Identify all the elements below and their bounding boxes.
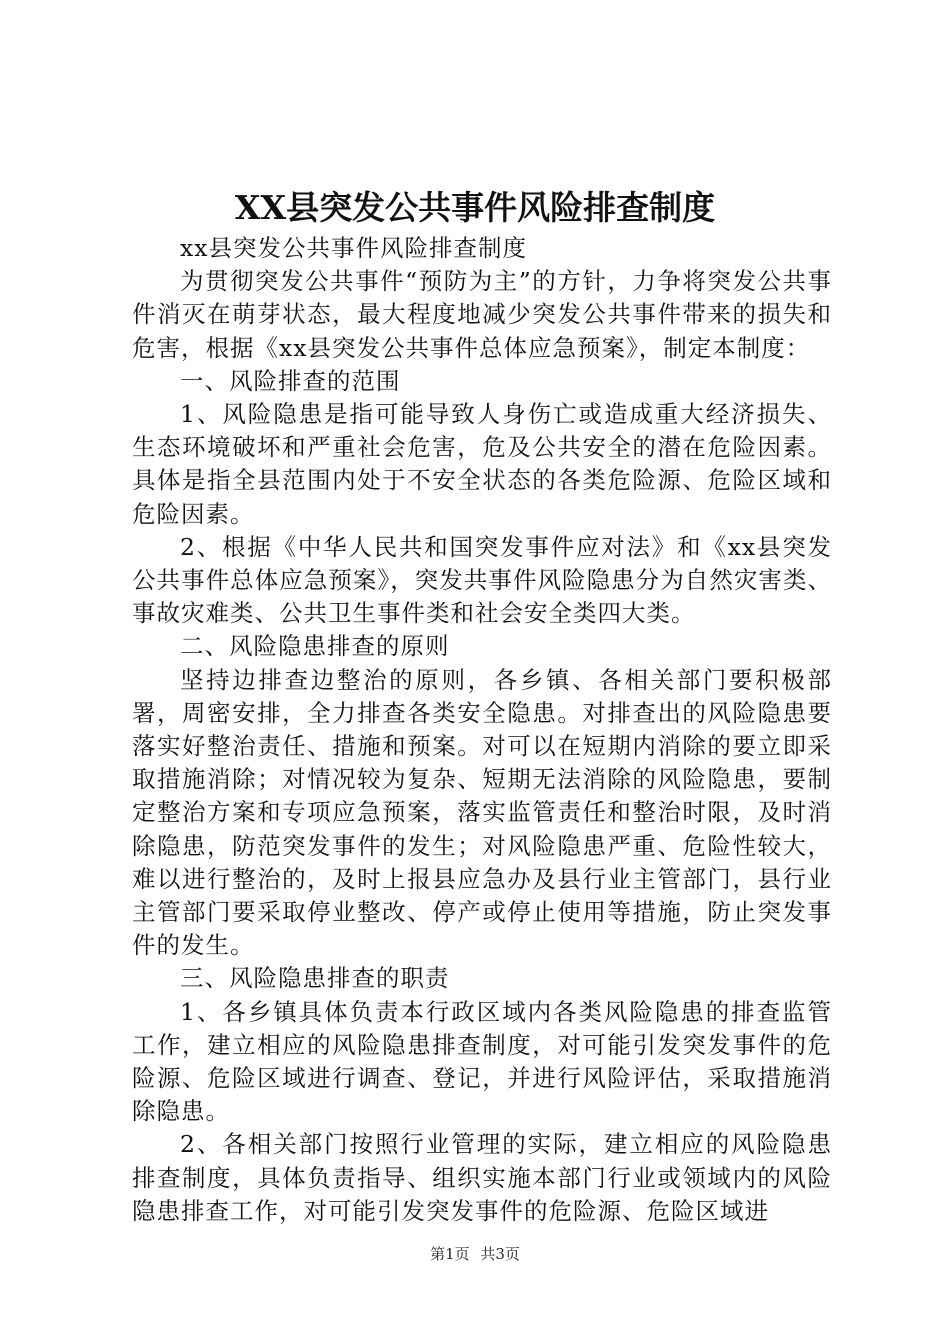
scope-paragraph-2: 2、根据《中华人民共和国突发事件应对法》和《xx县突发公共事件总体应急预案》，突发共事件风险隐患分为自然灾害类、事故灾难类、公共卫生事件类和社会安全类四大类。 <box>132 532 832 628</box>
duties-paragraph-1: 1、各乡镇具体负责本行政区域内各类风险隐患的排查监管工作，建立相应的风险隐患排查制度，对可能引发突发事件的危险源、危险区域进行调查、登记，并进行风险评估，采取措施消除隐患。 <box>132 997 832 1126</box>
duties-paragraph-2: 2、各相关部门按照行业管理的实际，建立相应的风险隐患排查制度，具体负责指导、组织实施本部门行业或领域内的风险隐患排查工作，对可能引发突发事件的危险源、危险区域进 <box>132 1130 832 1225</box>
page-total: 共3页 <box>480 1245 520 1263</box>
document-subtitle: xx县突发公共事件风险排查制度 <box>180 234 528 262</box>
scope-paragraph-1: 1、风险隐患是指可能导致人身伤亡或造成重大经济损失、生态环境破坏和严重社会危害，危及公共安全的潜在危险因素。具体是指全县范围内处于不安全状态的各类危险源、危险区域和危险因素。 <box>132 400 832 528</box>
document-body <box>132 232 832 1228</box>
document-title: XX县突发公共事件风险排查制度 <box>234 188 716 227</box>
page-number: 第1页 <box>430 1245 470 1263</box>
page-footer <box>0 1242 950 1266</box>
intro-paragraph: 为贯彻突发公共事件“预防为主”的方针，力争将突发公共事件消灭在萌芽状态，最大程度地减少突发公共事件带来的损失和危害，根据《xx县突发公共事件总体应急预案》，制定本制度： <box>132 267 832 362</box>
section-heading-principle: 二、风险隐患排查的原则 <box>180 632 450 661</box>
section-heading-duties: 三、风险隐患排查的职责 <box>180 964 450 993</box>
principle-paragraph: 坚持边排查边整治的原则，各乡镇、各相关部门要积极部署，周密安排，全力排查各类安全隐患。对排查出的风险隐患要落实好整治责任、措施和预案。对可以在短期内消除的要立即采取措施消除；对情况较为复杂、短期无法消除的风险隐患，要制定整治方案和专项应急预案，落实监管责任和整治时限，及时消除隐患，防范突发事件的发生；对风险隐患严重、危险性较大，难以进行整治的，及时上报县应急办及县行业主管部门，县行业主管部门要采取停业整改、停产或停止使用等措施，防止突发事件的发生。 <box>132 665 832 960</box>
section-heading-scope: 一、风险排查的范围 <box>180 366 401 395</box>
